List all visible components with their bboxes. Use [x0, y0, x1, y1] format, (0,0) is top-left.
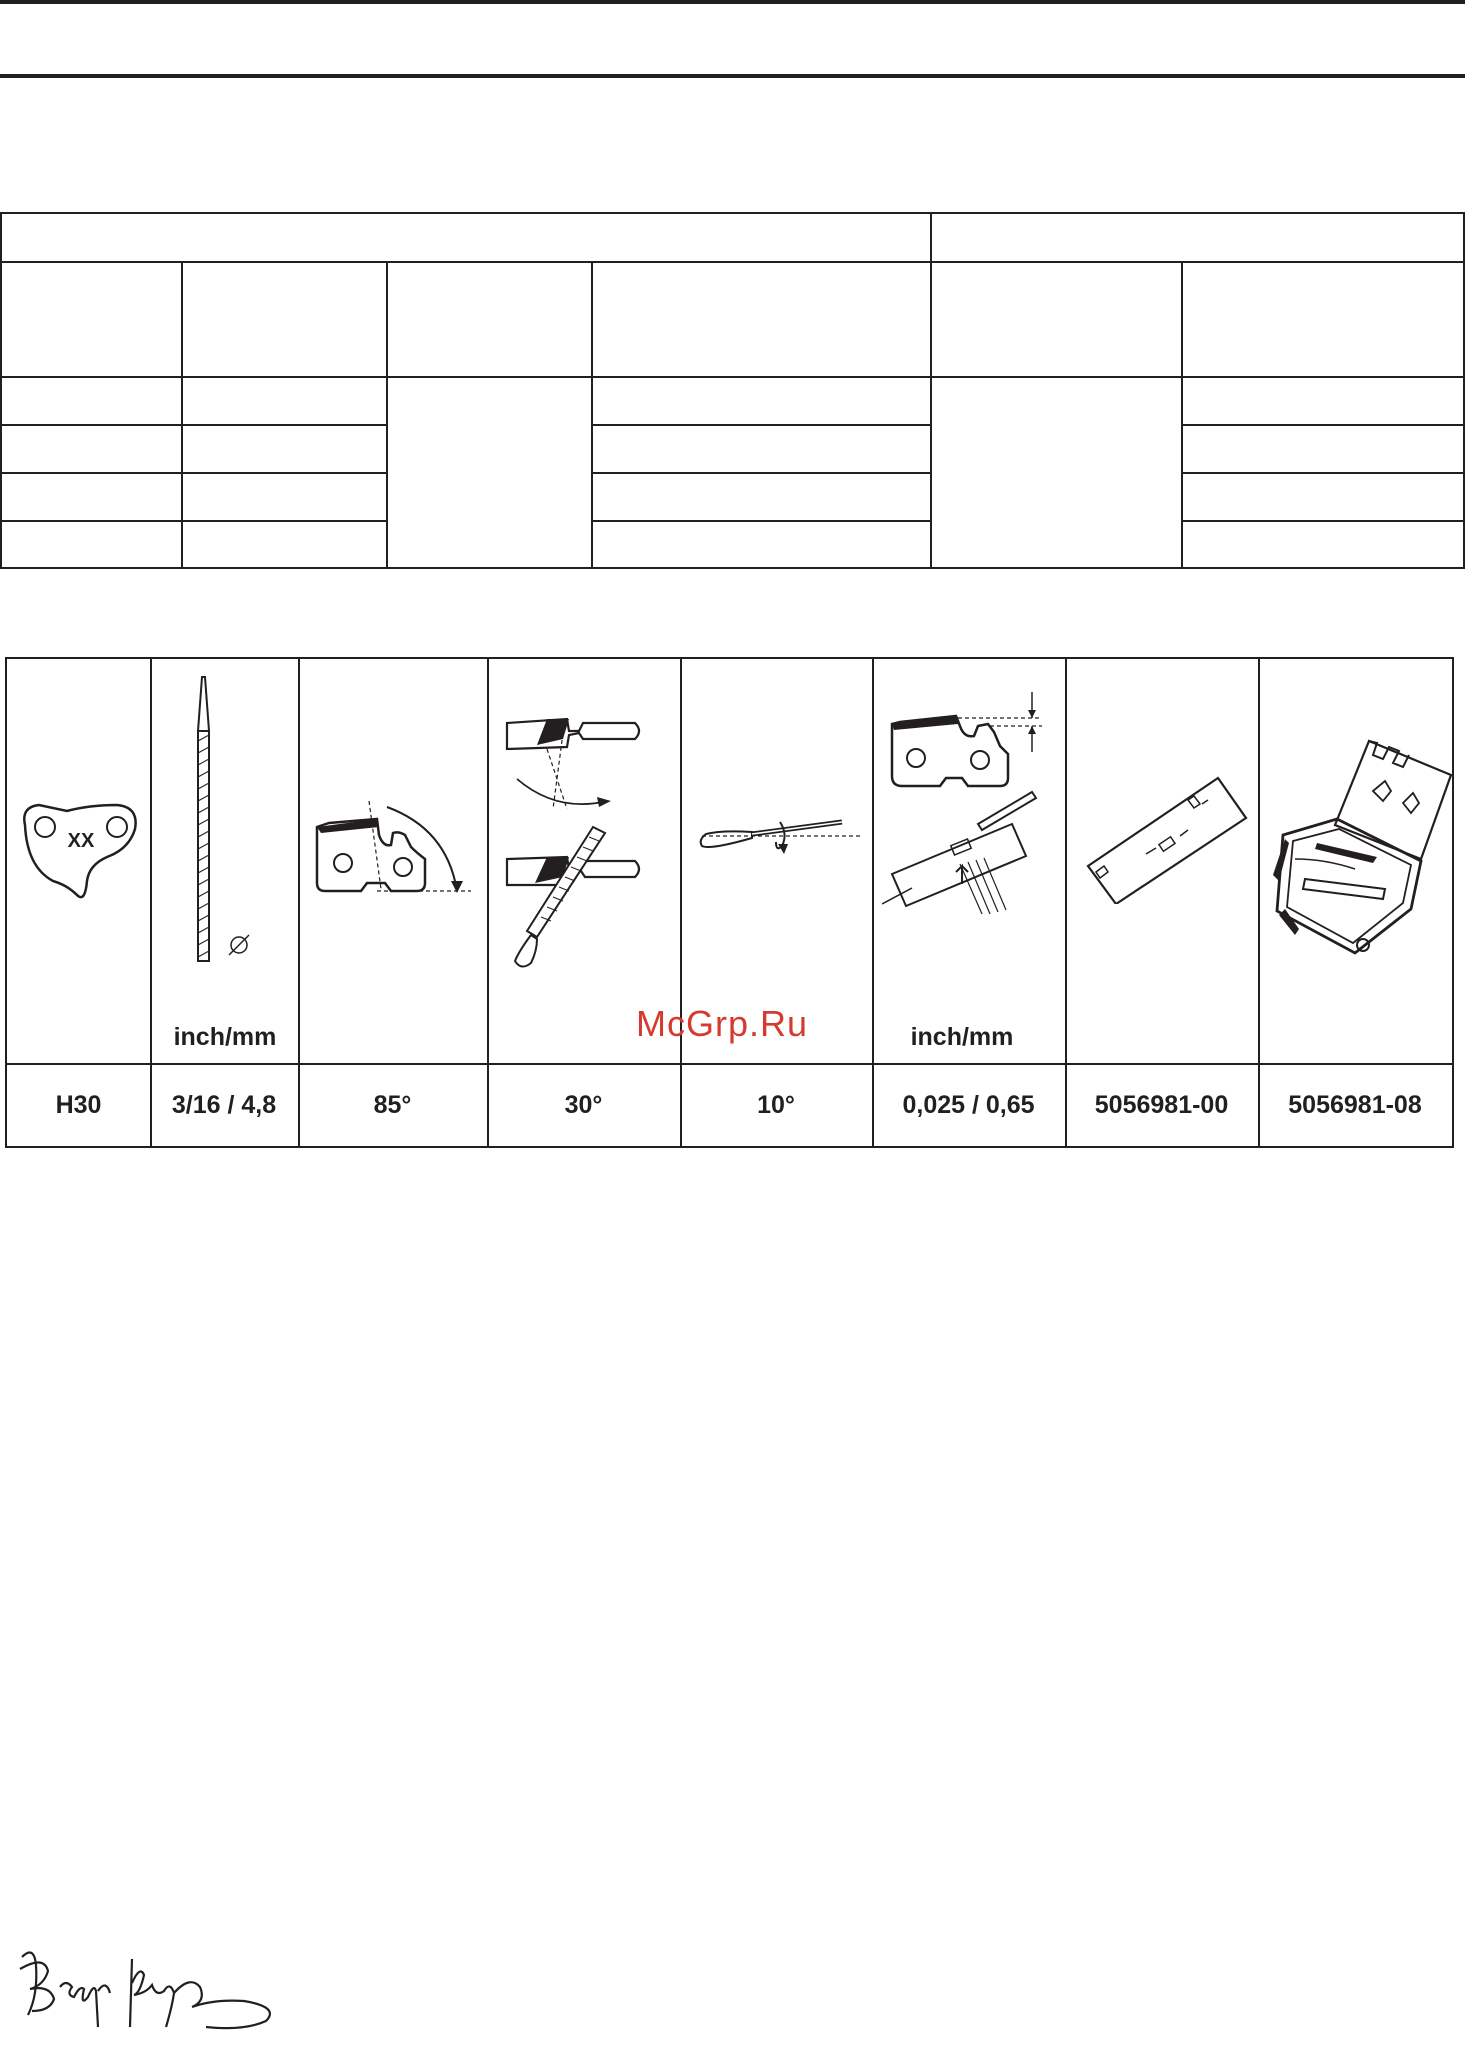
filing-angle-value: 30° [564, 1091, 603, 1119]
table-cell [0, 376, 183, 426]
top-plate-angle-icon [307, 799, 477, 929]
depth-gauge-icon [882, 674, 1062, 924]
table-header-cell [0, 261, 183, 378]
header-rule [0, 74, 1465, 78]
chain-drive-link-icon [17, 799, 142, 909]
tilt-angle-value: 10° [757, 1091, 795, 1119]
top-plate-angle-value: 85° [373, 1091, 412, 1119]
file-guide-number: 5056981-08 [1288, 1091, 1422, 1119]
table-cell [1181, 472, 1465, 522]
specification-table-empty [0, 212, 1465, 569]
file-unit-label: inch/mm [173, 1023, 277, 1051]
depth-gauge-unit-label: inch/mm [910, 1023, 1014, 1051]
table-cell [0, 520, 183, 569]
table-cell [591, 472, 932, 522]
round-file-icon [182, 671, 272, 971]
table-cell [181, 520, 388, 569]
table-cell [181, 424, 388, 474]
table-cell [0, 424, 183, 474]
depth-gauge-setting-value: 0,025 / 0,65 [902, 1091, 1035, 1119]
table-cell [1181, 376, 1465, 426]
table-header-group-2 [930, 212, 1465, 263]
table-cell [591, 520, 932, 569]
table-header-group-1 [0, 212, 932, 263]
file-diameter-value: 3/16 / 4,8 [171, 1091, 277, 1119]
table-cell [0, 472, 183, 522]
table-header-cell [930, 261, 1183, 378]
table-cell [181, 472, 388, 522]
table-cell [1181, 424, 1465, 474]
depth-gauge-tool-number: 5056981-00 [1094, 1091, 1229, 1119]
table-header-cell [591, 261, 932, 378]
tilt-angle-icon [692, 804, 867, 874]
sharpening-table [5, 657, 1454, 1148]
table-cell [1181, 520, 1465, 569]
signature [14, 1935, 284, 2035]
top-rule [0, 0, 1465, 4]
file-guide-icon [1265, 739, 1455, 969]
chain-code-value: H30 [55, 1091, 102, 1119]
table-cell [591, 376, 932, 426]
table-merged-cell [386, 376, 593, 569]
svg-text:XX: XX [67, 830, 95, 852]
table-header-cell [1181, 261, 1465, 378]
table-cell [181, 376, 388, 426]
table-merged-cell [930, 376, 1183, 569]
depth-gauge-tool-icon [1082, 774, 1252, 904]
table-cell [591, 424, 932, 474]
watermark-text: McGrp.Ru [636, 1003, 809, 1044]
filing-angle-icon [497, 709, 677, 969]
table-header-cell [181, 261, 388, 378]
table-header-cell [386, 261, 593, 378]
